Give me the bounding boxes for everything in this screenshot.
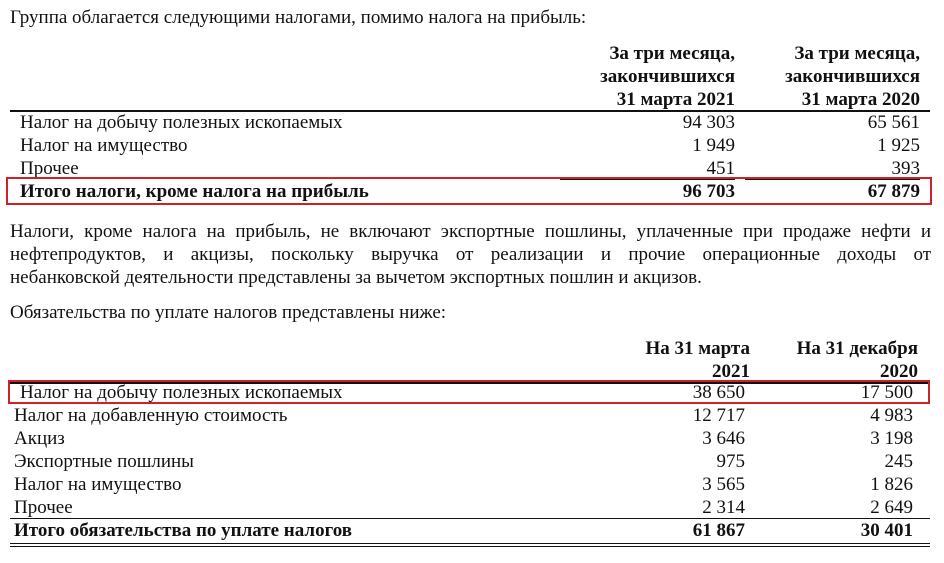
total-value-2020: 30 401 (860, 520, 913, 541)
table1-col2-header-line: закончившихся (785, 66, 920, 87)
table1-col2-header-line: За три месяца, (794, 43, 920, 64)
intro-text-liabilities: Обязательства по уплате налогов представлены ниже: (10, 302, 447, 323)
row-label: Налог на добавленную стоимость (14, 405, 288, 426)
row-value-2020: 4 983 (870, 405, 913, 426)
table1-col2-header (745, 42, 920, 111)
row-label: Экспортные пошлины (14, 451, 194, 472)
row-value-2021: 2 314 (702, 497, 745, 518)
row-value-2020: 393 (891, 158, 920, 179)
row-value-2021: 975 (716, 451, 745, 472)
row-value-2020: 1 826 (870, 474, 913, 495)
row-label: Налог на добычу полезных ископаемых (20, 112, 343, 133)
row-label: Налог на имущество (14, 474, 182, 495)
table2-total-row (0, 519, 944, 542)
row-value-2020: 245 (884, 451, 913, 472)
total-value-2020: 67 879 (867, 181, 920, 202)
highlight-box-table1-total (6, 177, 932, 205)
row-value-2020: 1 925 (877, 135, 920, 156)
table2-col2-header-line: На 31 декабря (796, 338, 918, 359)
row-label: Налог на добычу полезных ископаемых (20, 382, 343, 403)
table2-col2-header-line: 2020 (880, 361, 918, 382)
table1-col1-header-line: 31 марта 2021 (616, 89, 735, 110)
row-value-2020: 65 561 (867, 112, 920, 133)
table-row (0, 496, 944, 519)
row-value-2021: 451 (706, 158, 735, 179)
note-line: небанковской деятельности представлены за вычетом экспортных пошлин и акцизов. (10, 267, 702, 288)
row-label: Прочее (14, 497, 73, 518)
table2-col2-header (760, 337, 918, 383)
table2-double-rule-top (10, 543, 930, 544)
row-value-2021: 38 650 (692, 382, 745, 403)
table2-col1-header-line: 2021 (712, 361, 750, 382)
row-value-2021: 1 949 (692, 135, 735, 156)
intro-text-taxes: Группа облагается следующими налогами, помимо налога на прибыль: (10, 7, 587, 28)
table-row (0, 427, 944, 450)
table2-col1-header-line: На 31 марта (645, 338, 750, 359)
row-label: Акциз (14, 428, 65, 449)
table-row (0, 134, 944, 157)
total-label: Итого обязательства по уплате налогов (14, 520, 353, 541)
table2-col1-header (580, 337, 750, 383)
highlight-box-mineral-tax-row (8, 380, 930, 404)
row-value-2020: 17 500 (860, 382, 913, 403)
table1-col1-header (560, 42, 735, 111)
table1-col2-header-line: 31 марта 2020 (801, 89, 920, 110)
table1-col1-header-line: закончившихся (600, 66, 735, 87)
row-value-2020: 3 198 (870, 428, 913, 449)
table-row (0, 450, 944, 473)
row-value-2020: 2 649 (870, 497, 913, 518)
table1-col1-header-line: За три месяца, (609, 43, 735, 64)
row-value-2021: 94 303 (682, 112, 735, 133)
note-line: Налоги, кроме налога на прибыль, не включают экспортные пошлины, уплаченные при продаже нефти и (10, 221, 931, 242)
table-row (0, 473, 944, 496)
total-label: Итого налоги, кроме налога на прибыль (20, 181, 369, 202)
row-value-2021: 12 717 (692, 405, 745, 426)
table-row (0, 111, 944, 134)
note-line: нефтепродуктов, и акцизы, поскольку выручка от реализации и прочие операционные доходы от (10, 244, 931, 265)
row-label: Налог на имущество (20, 135, 188, 156)
total-value-2021: 96 703 (682, 181, 735, 202)
table-row (0, 404, 944, 427)
row-label: Прочее (20, 158, 79, 179)
total-value-2021: 61 867 (692, 520, 745, 541)
row-value-2021: 3 565 (702, 474, 745, 495)
row-value-2021: 3 646 (702, 428, 745, 449)
table2-double-rule-bottom (10, 546, 930, 547)
